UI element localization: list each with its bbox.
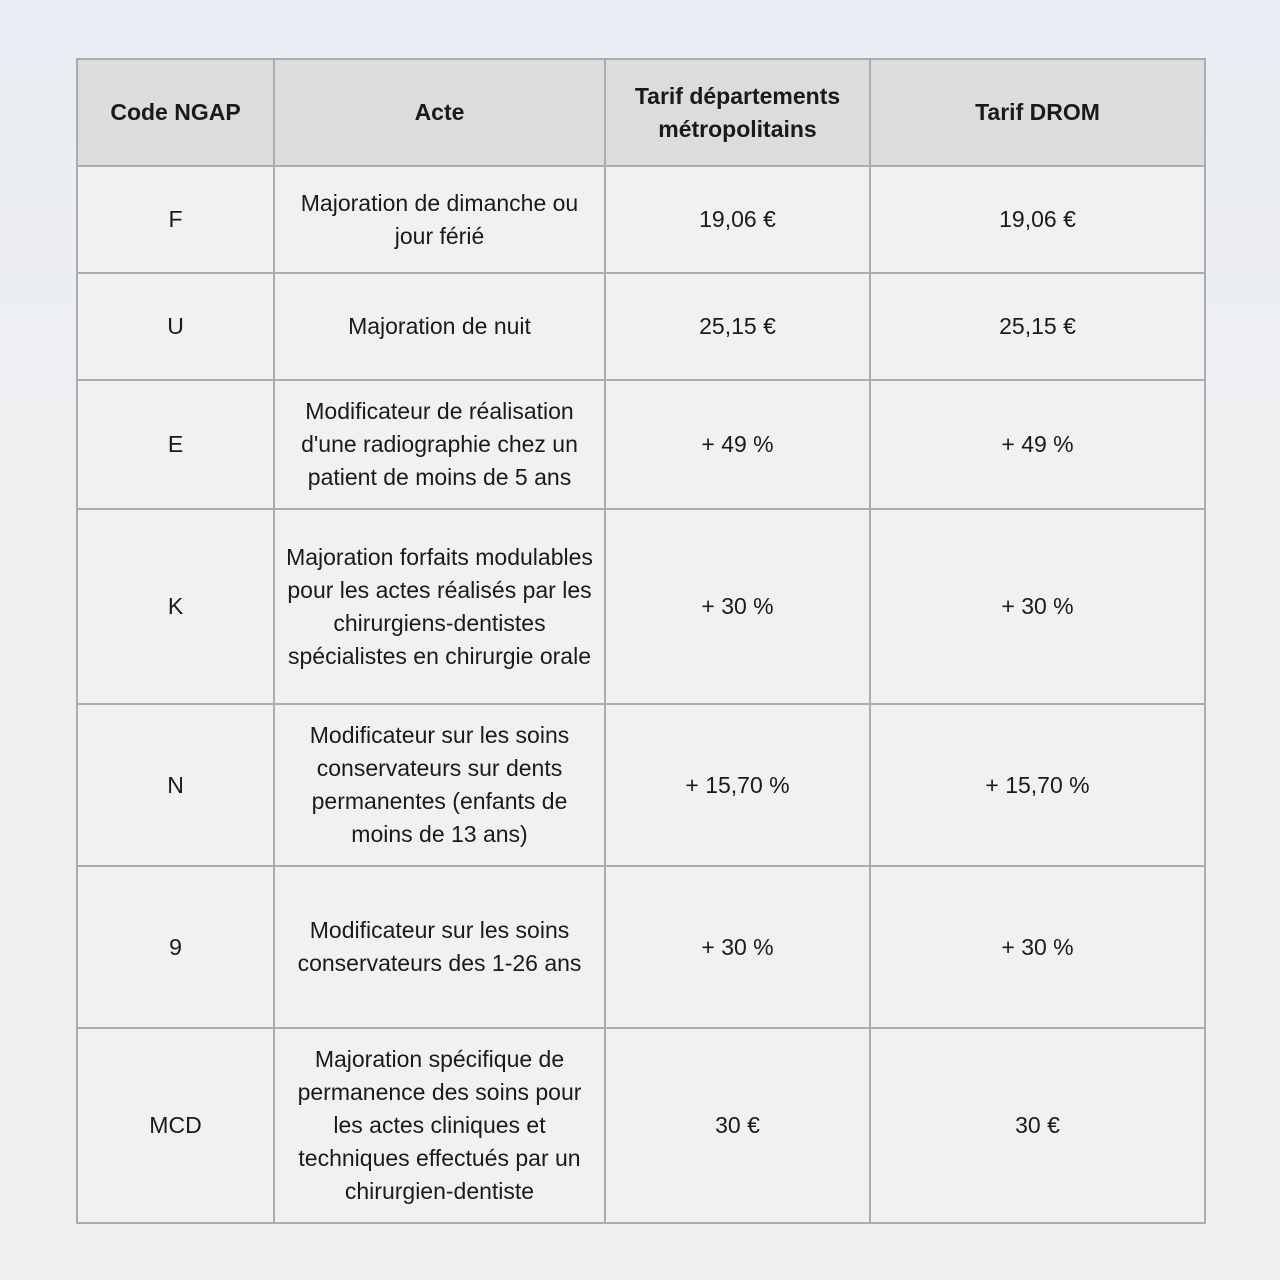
cell-acte: Majoration forfaits modulables pour les actes réalisés par les chirurgiens-dentistes spécialistes en chirurgie orale [274, 509, 605, 704]
cell-tarif-drom: + 15,70 % [870, 704, 1205, 866]
cell-tarif-metro: + 30 % [605, 866, 870, 1028]
table-row [77, 866, 1205, 1028]
cell-code: E [77, 380, 274, 509]
cell-acte: Majoration de nuit [274, 273, 605, 380]
table-row [77, 273, 1205, 380]
cell-code: N [77, 704, 274, 866]
cell-tarif-metro: 25,15 € [605, 273, 870, 380]
cell-code: U [77, 273, 274, 380]
cell-tarif-metro: 30 € [605, 1028, 870, 1223]
header-code: Code NGAP [77, 59, 274, 166]
cell-acte: Modificateur sur les soins conservateurs des 1-26 ans [274, 866, 605, 1028]
table-row [77, 1028, 1205, 1223]
cell-tarif-metro: 19,06 € [605, 166, 870, 273]
table-header-row [77, 59, 1205, 166]
cell-acte: Modificateur de réalisation d'une radiographie chez un patient de moins de 5 ans [274, 380, 605, 509]
header-acte: Acte [274, 59, 605, 166]
header-tarif-drom: Tarif DROM [870, 59, 1205, 166]
cell-tarif-metro: + 30 % [605, 509, 870, 704]
cell-tarif-metro: + 49 % [605, 380, 870, 509]
cell-tarif-drom: 25,15 € [870, 273, 1205, 380]
table-row [77, 509, 1205, 704]
cell-tarif-drom: 30 € [870, 1028, 1205, 1223]
cell-code: K [77, 509, 274, 704]
cell-tarif-metro: + 15,70 % [605, 704, 870, 866]
cell-acte: Majoration de dimanche ou jour férié [274, 166, 605, 273]
table-row [77, 704, 1205, 866]
cell-tarif-drom: + 30 % [870, 509, 1205, 704]
cell-code: F [77, 166, 274, 273]
header-tarif-metro: Tarif départements métropolitains [605, 59, 870, 166]
cell-tarif-drom: 19,06 € [870, 166, 1205, 273]
table-row [77, 380, 1205, 509]
cell-tarif-drom: + 30 % [870, 866, 1205, 1028]
cell-acte: Modificateur sur les soins conservateurs sur dents permanentes (enfants de moins de 13 ans) [274, 704, 605, 866]
ngap-tariff-table [76, 58, 1206, 1224]
cell-code: 9 [77, 866, 274, 1028]
cell-acte: Majoration spécifique de permanence des soins pour les actes cliniques et techniques effectués par un chirurgien-dentiste [274, 1028, 605, 1223]
cell-tarif-drom: + 49 % [870, 380, 1205, 509]
table-row [77, 166, 1205, 273]
cell-code: MCD [77, 1028, 274, 1223]
ngap-table-container [76, 58, 1204, 1224]
